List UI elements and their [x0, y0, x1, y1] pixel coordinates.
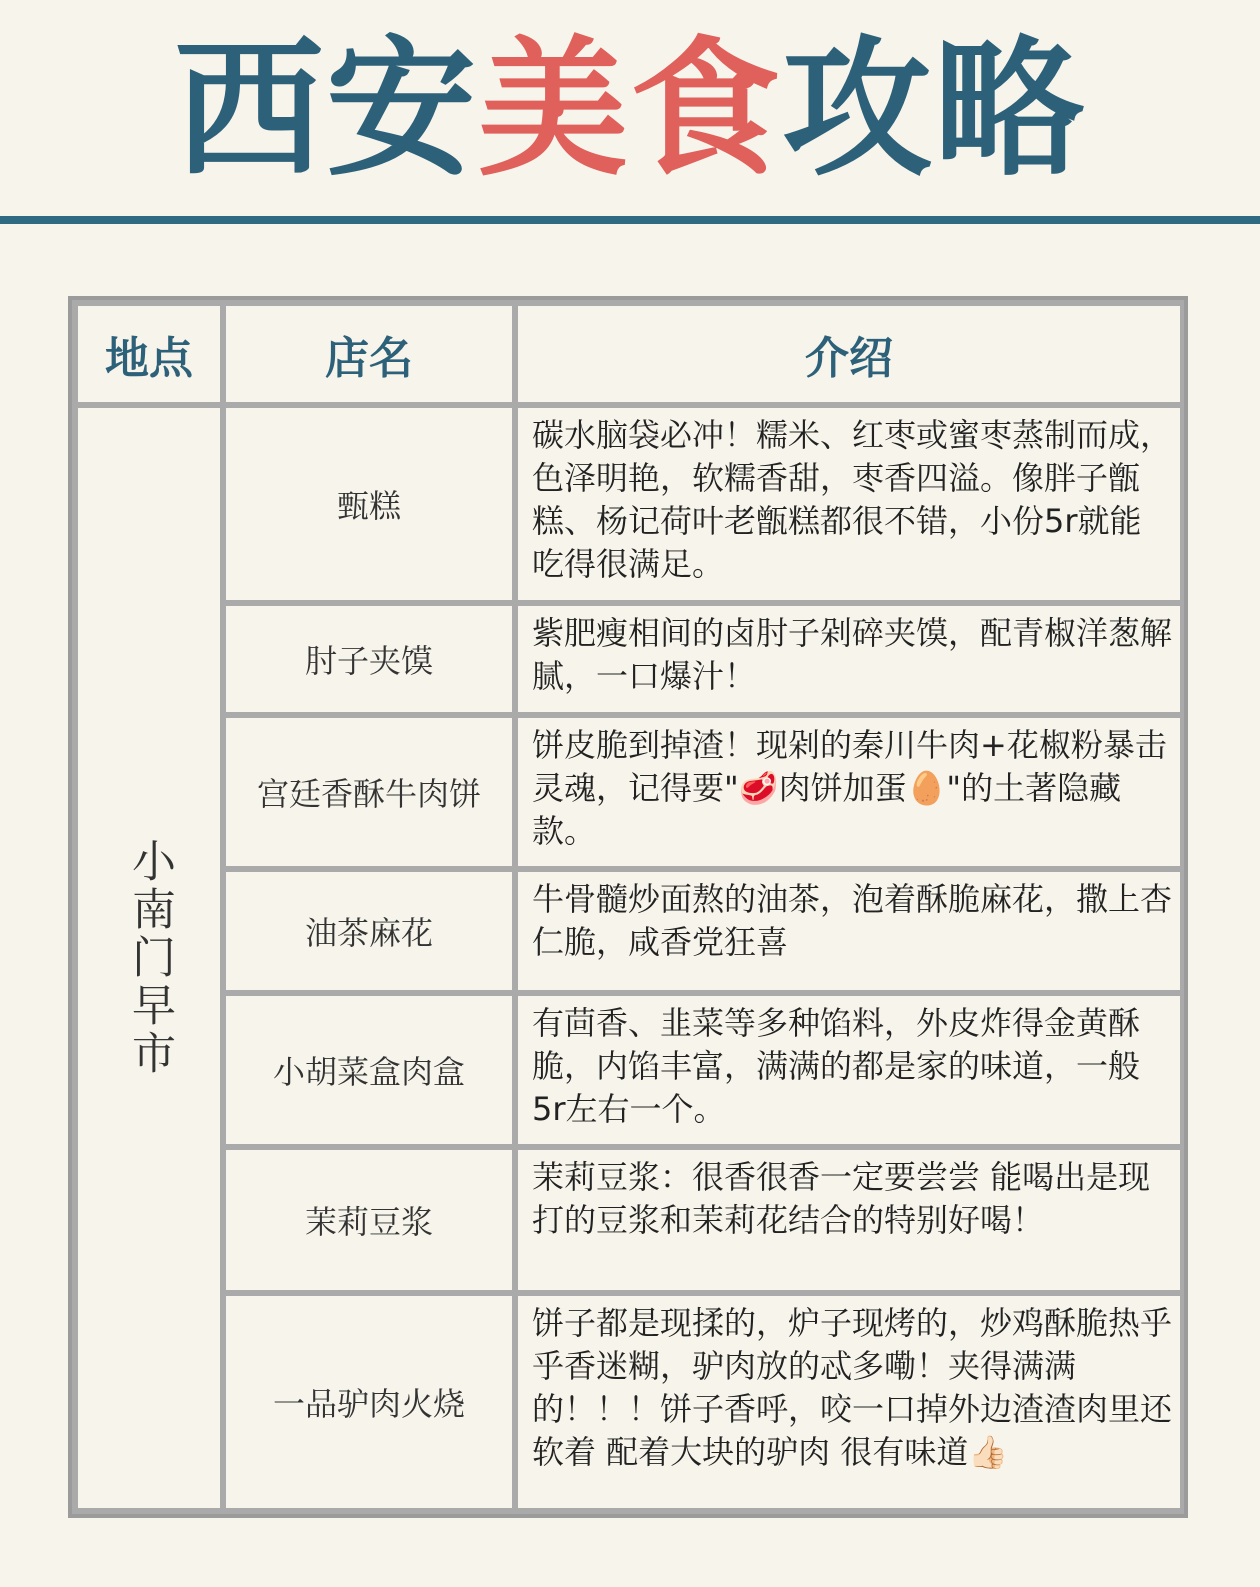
intro-cell: [518, 1150, 1180, 1290]
page-title: [0, 20, 1260, 200]
header-location: [78, 306, 220, 402]
location-cell: [78, 408, 220, 1508]
title-divider: [0, 216, 1260, 224]
header-intro: [518, 306, 1180, 402]
shop-cell: [226, 408, 512, 600]
intro-cell: [518, 606, 1180, 712]
location-label: 小南门早市: [124, 838, 175, 1078]
intro-text: 饼皮脆到掉渣！现剁的秦川牛肉+花椒粉暴击灵魂，记得要"🥩肉饼加蛋🥚"的土著隐藏款。: [532, 726, 1167, 850]
title-part-2: 美食: [477, 23, 782, 197]
shop-cell: [226, 1150, 512, 1290]
shop-name: 茉莉豆浆: [304, 1203, 433, 1241]
shop-name: 甄糕: [336, 487, 401, 525]
intro-text: 茉莉豆浆：很香很香一定要尝尝 能喝出是现打的豆浆和茉莉花结合的特别好喝！: [532, 1158, 1151, 1239]
title-part-3: 攻略: [782, 23, 1087, 197]
intro-text: 牛骨髓炒面熬的油茶，泡着酥脆麻花，撒上杏仁脆，咸香党狂喜: [532, 880, 1173, 961]
header-shop-label: 店名: [325, 333, 413, 384]
shop-name: 油茶麻花: [304, 914, 433, 952]
intro-text: 有茴香、韭菜等多种馅料，外皮炸得金黄酥脆，内馅丰富，满满的都是家的味道，一般5r左右一个。: [532, 1004, 1141, 1128]
shop-cell: [226, 996, 512, 1144]
intro-text: 紫肥瘦相间的卤肘子剁碎夹馍，配青椒洋葱解腻，一口爆汁！: [532, 614, 1173, 695]
intro-cell: [518, 718, 1180, 866]
intro-cell: [518, 872, 1180, 990]
shop-cell: [226, 1296, 512, 1508]
intro-text: 饼子都是现揉的，炉子现烤的，炒鸡酥脆热乎乎香迷糊，驴肉放的忒多嘞！夹得满满的！！！饼子香呼，咬一口掉外边渣渣肉里还软着 配着大块的驴肉 很有味道👍🏻: [532, 1304, 1173, 1471]
shop-cell: [226, 872, 512, 990]
shop-name: 宫廷香酥牛肉饼: [256, 775, 481, 813]
header-shop: [226, 306, 512, 402]
shop-cell: [226, 606, 512, 712]
shop-name: 一品驴肉火烧: [272, 1385, 465, 1423]
title-part-1: 西安: [173, 23, 478, 197]
intro-cell: [518, 408, 1180, 600]
intro-text: 碳水脑袋必冲！糯米、红枣或蜜枣蒸制而成，色泽明艳，软糯香甜，枣香四溢。像胖子甑糕、杨记荷叶老甑糕都很不错，小份5r就能吃得很满足。: [532, 416, 1173, 583]
header-intro-label: 介绍: [805, 333, 893, 384]
food-table: [68, 296, 1188, 1518]
shop-cell: [226, 718, 512, 866]
intro-cell: [518, 996, 1180, 1144]
shop-name: 小胡菜盒肉盒: [272, 1053, 465, 1091]
header-location-label: 地点: [105, 333, 193, 384]
intro-cell: [518, 1296, 1180, 1508]
shop-name: 肘子夹馍: [304, 642, 433, 680]
